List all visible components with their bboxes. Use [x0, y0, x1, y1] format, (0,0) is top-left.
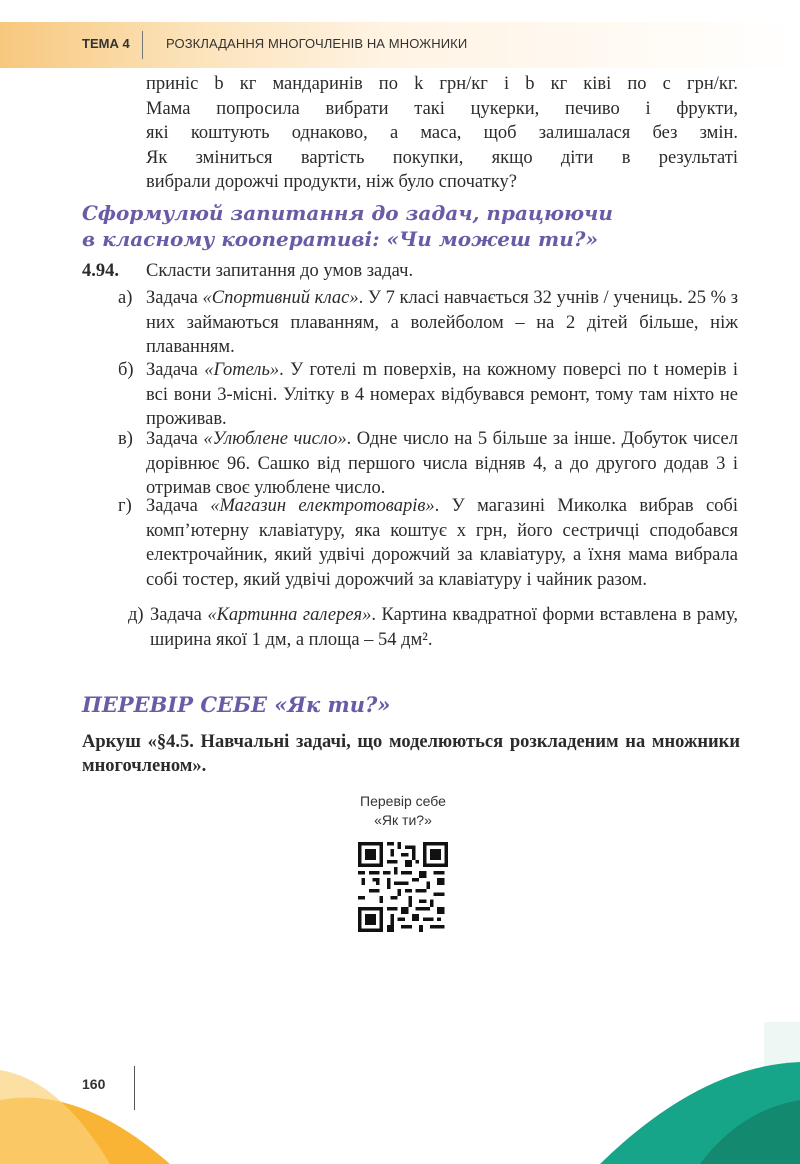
section-heading-questions: [82, 200, 742, 252]
task-item: [118, 358, 738, 432]
qr-code-icon[interactable]: [358, 842, 448, 932]
item-name: «Спортивний клас»: [202, 288, 359, 308]
intro-line: вибрали дорожчі продукти, ніж було спочатку?: [146, 172, 517, 192]
chapter-title: РОЗКЛАДАННЯ МНОГОЧЛЕНІВ НА МНОЖНИКИ: [166, 36, 468, 51]
task-item: [128, 603, 738, 652]
task-item: [118, 427, 738, 501]
qr-caption-line: «Як ти?»: [374, 812, 432, 828]
item-prefix: Задача: [150, 605, 208, 625]
qr-caption-line: Перевір себе: [360, 793, 446, 809]
page-number-divider: [134, 1066, 135, 1110]
qr-caption: [330, 792, 476, 830]
item-label: а): [118, 288, 133, 308]
item-name: «Картинна галерея»: [207, 605, 372, 625]
intro-paragraph: [146, 72, 738, 195]
item-prefix: Задача: [146, 429, 204, 449]
item-label: г): [118, 496, 132, 516]
item-text: . У магазині Миколка вибрав собі комп’ютерну клавіатуру, яка коштує x грн, його сестричці сподобався електрочайник, який удвічі дорожчий за клавіатуру, а їхня мама вибрала собі тостер, який удвічі дорожчий за клавіатуру і чайник разом.: [146, 496, 738, 590]
item-body: [146, 494, 738, 592]
item-name: «Улюблене число»: [203, 429, 347, 449]
item-body: [146, 427, 738, 501]
header-divider: [142, 31, 143, 59]
item-body: [146, 286, 738, 360]
intro-line: приніс b кг мандаринів по k грн/кг і b кг ківі по c грн/кг.: [146, 74, 738, 94]
item-body: [150, 603, 738, 652]
section-heading-self-check: ПЕРЕВІР СЕБЕ «Як ти?»: [82, 692, 391, 717]
section-heading-line: в класному кооперативі: «Чи можеш ти?»: [82, 227, 598, 251]
item-text: . У 7 класі навчається 32 учнів / учениць. 25 % з них займаються плаванням, а волейболом – на 2 дітей більше, ніж плаванням.: [146, 288, 738, 357]
section-heading-line: Сформулюй запитання до задач, працюючи: [82, 201, 613, 225]
topic-label: ТЕМА 4: [82, 36, 130, 51]
task-item: [118, 494, 738, 592]
item-prefix: Задача: [146, 288, 203, 308]
intro-line: Як зміниться вартість покупки, якщо діти в результаті: [146, 147, 738, 168]
item-name: «Готель»: [204, 360, 280, 380]
item-label: в): [118, 429, 133, 449]
item-name: «Магазин електротоварів»: [210, 496, 435, 516]
item-text: . Картина квадратної форми вставлена в раму, ширина якої 1 дм, а площа – 54 дм².: [150, 605, 738, 650]
task-number: 4.94.: [82, 261, 119, 281]
task-statement: Скласти запитання до умов задач.: [146, 261, 414, 281]
intro-line: Мама попросила вибрати такі цукерки, печиво і фрукти,: [146, 98, 738, 119]
item-label: д): [128, 605, 144, 625]
item-text: . Одне число на 5 більше за інше. Добуток чисел дорівнює 96. Сашко від першого числа відняв 4, а до другого додав 3 і отримав своє улюблене число.: [146, 429, 738, 498]
page-number: 160: [82, 1076, 106, 1092]
item-body: [146, 358, 738, 432]
item-label: б): [118, 360, 134, 380]
item-prefix: Задача: [146, 360, 205, 380]
task-item: [118, 286, 738, 360]
item-prefix: Задача: [146, 496, 211, 516]
item-text: . У готелі m поверхів, на кожному поверсі по t номерів і всі вони 3-місні. Улітку в 4 номерах відбувався ремонт, тому там ніхто не проживав.: [146, 360, 738, 429]
worksheet-reference: Аркуш «§4.5. Навчальні задачі, що моделюються розкладеним на множники многочленом».: [82, 732, 740, 776]
intro-line: які коштують однаково, а маса, щоб залишалася без змін.: [146, 123, 738, 143]
